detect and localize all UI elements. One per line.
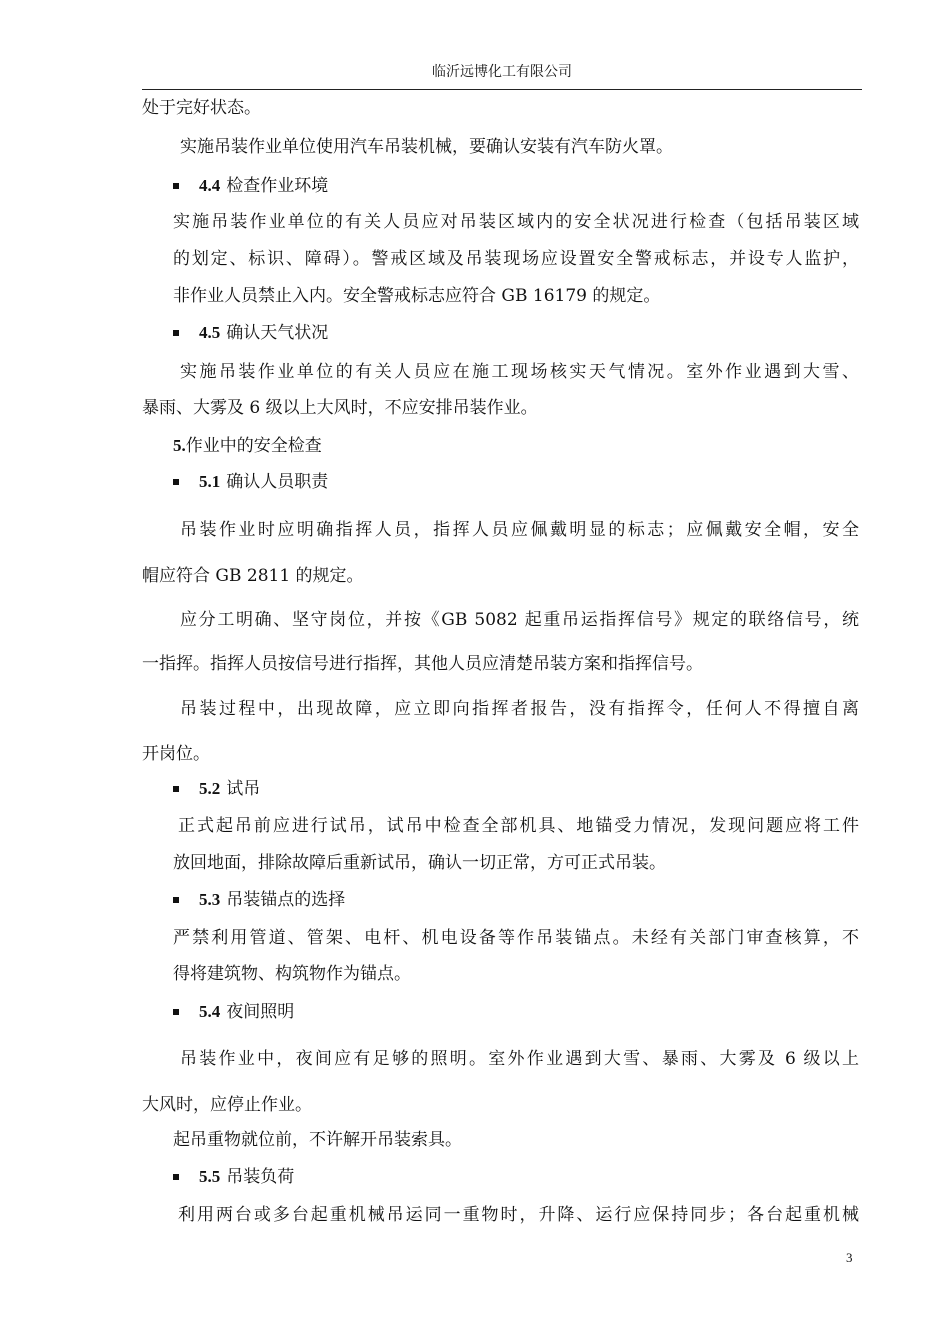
heading-4-4: [173, 175, 328, 197]
heading-text: 检查作业环境: [226, 176, 329, 196]
bullet-square-icon: [173, 1009, 179, 1015]
text-line: 一指挥。指挥人员按信号进行指挥，其他人员应清楚吊装方案和指挥信号。: [142, 654, 703, 674]
text-line: 处于完好状态。: [142, 98, 261, 118]
bullet-square-icon: [173, 897, 179, 903]
text-line: 吊装过程中，出现故障，应立即向指挥者报告，没有指挥令，任何人不得擅自离: [180, 699, 859, 719]
heading-text: 确认天气状况: [226, 323, 329, 343]
text-line: 正式起吊前应进行试吊，试吊中检查全部机具、地锚受力情况，发现问题应将工件: [178, 816, 859, 836]
heading-number: 5.2: [199, 779, 221, 798]
heading-number: 5.5: [199, 1167, 221, 1186]
text-line: 放回地面，排除故障后重新试吊，确认一切正常，方可正式吊装。: [173, 853, 666, 873]
text-line: 吊装作业时应明确指挥人员，指挥人员应佩戴明显的标志；应佩戴安全帽，安全: [180, 520, 859, 540]
text-line: 得将建筑物、构筑物作为锚点。: [173, 964, 411, 984]
bullet-square-icon: [173, 786, 179, 792]
page-number: 3: [846, 1250, 853, 1265]
heading-text: 夜间照明: [226, 1002, 295, 1022]
heading-5-4: [173, 1001, 294, 1023]
heading-number: 4.4: [199, 176, 221, 195]
header-rule: [142, 89, 862, 90]
text-line: 开岗位。: [142, 744, 210, 764]
section-5-heading: [173, 435, 322, 457]
section-text: 作业中的安全检查: [185, 436, 322, 456]
text-line: 实施吊装作业单位的有关人员应对吊装区域内的安全状况进行检查（包括吊装区域: [173, 212, 859, 232]
bullet-square-icon: [173, 1174, 179, 1180]
text-line: 帽应符合 GB 2811 的规定。: [142, 566, 364, 586]
text-line: 吊装作业中，夜间应有足够的照明。室外作业遇到大雪、暴雨、大雾及 6 级以上: [180, 1049, 859, 1069]
page-header: 临沂远博化工有限公司: [432, 64, 572, 80]
heading-5-5: [173, 1166, 294, 1188]
heading-number: 5.3: [199, 890, 221, 909]
text-line: 实施吊装作业单位使用汽车吊装机械，要确认安装有汽车防火罩。: [180, 137, 673, 157]
heading-text: 试吊: [226, 779, 261, 799]
heading-5-3: [173, 889, 345, 911]
heading-text: 吊装锚点的选择: [226, 890, 346, 910]
heading-number: 4.5: [199, 323, 221, 342]
text-line: 严禁利用管道、管架、电杆、机电设备等作吊装锚点。未经有关部门审查核算，不: [173, 928, 859, 948]
text-line: 大风时，应停止作业。: [142, 1095, 312, 1115]
bullet-square-icon: [173, 479, 179, 485]
text-line: 非作业人员禁止入内。安全警戒标志应符合 GB 16179 的规定。: [173, 286, 661, 306]
text-line: 应分工明确、坚守岗位，并按《GB 5082 起重吊运指挥信号》规定的联络信号，统: [180, 610, 859, 630]
heading-5-2: [173, 778, 260, 800]
text-line: 利用两台或多台起重机械吊运同一重物时，升降、运行应保持同步；各台起重机械: [178, 1205, 859, 1225]
heading-text: 吊装负荷: [226, 1167, 295, 1187]
heading-number: 5.1: [199, 472, 221, 491]
heading-4-5: [173, 322, 328, 344]
section-number: 5.: [173, 436, 186, 455]
text-line: 的划定、标识、障碍）。警戒区域及吊装现场应设置安全警戒标志，并设专人监护，: [173, 249, 859, 269]
bullet-square-icon: [173, 183, 179, 189]
heading-text: 确认人员职责: [226, 472, 329, 492]
heading-number: 5.4: [199, 1002, 221, 1021]
text-line: 起吊重物就位前，不许解开吊装索具。: [173, 1130, 462, 1150]
bullet-square-icon: [173, 330, 179, 336]
text-line: 暴雨、大雾及 6 级以上大风时，不应安排吊装作业。: [142, 398, 538, 418]
text-line: 实施吊装作业单位的有关人员应在施工现场核实天气情况。室外作业遇到大雪、: [180, 362, 859, 382]
heading-5-1: [173, 471, 328, 493]
